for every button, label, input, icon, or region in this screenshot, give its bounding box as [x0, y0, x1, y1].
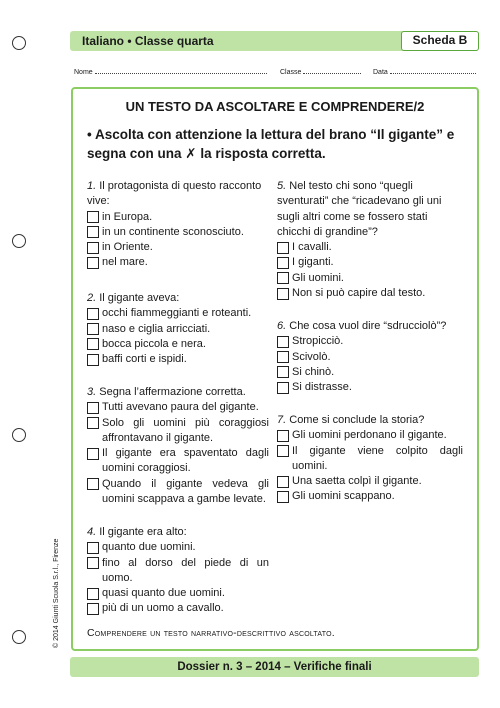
answer-checkbox[interactable] — [87, 354, 99, 366]
answer-checkbox[interactable] — [277, 257, 289, 269]
date-field: Data — [373, 66, 480, 76]
subject-label: Italiano • Classe quarta — [82, 34, 214, 48]
answer-option: fino al dorso del piede di un uomo. — [87, 556, 269, 587]
answer-checkbox[interactable] — [277, 476, 289, 488]
answer-checkbox[interactable] — [277, 445, 289, 457]
worksheet-title: UN TESTO DA ASCOLTARE E COMPRENDERE/2 — [125, 99, 425, 114]
question-6 — [277, 319, 463, 395]
answer-checkbox[interactable] — [87, 308, 99, 320]
answer-option: baffi corti e ispidi. — [87, 352, 269, 367]
answer-checkbox[interactable] — [277, 491, 289, 503]
question-text: 3. Segna l’affermazione corretta. — [87, 386, 246, 398]
answer-option: Stropicciò. — [277, 334, 463, 349]
question-2 — [87, 291, 269, 367]
answer-checkbox[interactable] — [87, 557, 99, 569]
class-field: Classe — [280, 66, 365, 76]
answer-option: nel mare. — [87, 255, 269, 270]
answer-checkbox[interactable] — [277, 336, 289, 348]
question-text: 5. Nel testo chi sono “quegli sventurati” che “ricadevano gli uni sugli altri come se fossero stati chicchi di grandine”? — [277, 180, 442, 238]
answer-checkbox[interactable] — [87, 402, 99, 414]
answer-option: Tutti avevano paura del gigante. — [87, 400, 269, 415]
learning-objective: Comprendere un testo narrativo-descrittivo ascoltato. — [87, 627, 335, 639]
answer-option: Si distrasse. — [277, 380, 463, 395]
header-bar — [70, 31, 479, 51]
copyright-notice: © 2014 Giunti Scuola S.r.l., Firenze — [53, 538, 60, 648]
answer-checkbox[interactable] — [277, 242, 289, 254]
question-text: 7. Come si conclude la storia? — [277, 414, 425, 426]
worksheet-frame — [71, 87, 479, 651]
answer-checkbox[interactable] — [277, 430, 289, 442]
footer-bar: Dossier n. 3 – 2014 – Verifiche finali — [70, 657, 479, 677]
answer-checkbox[interactable] — [277, 382, 289, 394]
answer-option: I giganti. — [277, 255, 463, 270]
answer-option: Una saetta colpì il gigante. — [277, 474, 463, 489]
answer-option: Si chinò. — [277, 365, 463, 380]
answer-option: Gli uomini. — [277, 271, 463, 286]
answer-checkbox[interactable] — [87, 542, 99, 554]
answer-option: Il gigante viene colpito dagli uomini. — [277, 444, 463, 475]
answer-checkbox[interactable] — [87, 257, 99, 269]
answer-option: Quando il gigante vedeva gli uomini scappava a gambe levate. — [87, 477, 269, 508]
answer-checkbox[interactable] — [277, 288, 289, 300]
question-text: 4. Il gigante era alto: — [87, 526, 187, 538]
name-field: Nome — [74, 66, 274, 76]
answer-option: I cavalli. — [277, 240, 463, 255]
answer-checkbox[interactable] — [87, 338, 99, 350]
answer-option: in Europa. — [87, 210, 269, 225]
answer-option: Gli uomini scappano. — [277, 489, 463, 504]
question-4 — [87, 525, 269, 617]
answer-option: occhi fiammeggianti e roteanti. — [87, 306, 269, 321]
binder-hole — [12, 428, 26, 442]
answer-option: Il gigante era spaventato dagli uomini coraggiosi. — [87, 446, 269, 477]
answer-checkbox[interactable] — [87, 211, 99, 223]
answer-option: quasi quanto due uomini. — [87, 586, 269, 601]
answer-option: in Oriente. — [87, 240, 269, 255]
answer-checkbox[interactable] — [87, 242, 99, 254]
answer-checkbox[interactable] — [87, 478, 99, 490]
question-text: 6. Che cosa vuol dire “sdrucciolò”? — [277, 320, 447, 332]
answer-option: bocca piccola e nera. — [87, 337, 269, 352]
binder-hole — [12, 234, 26, 248]
answer-checkbox[interactable] — [277, 366, 289, 378]
question-text: 2. Il gigante aveva: — [87, 292, 180, 304]
question-text: 1. Il protagonista di questo racconto vive: — [87, 180, 262, 208]
answer-option: più di un uomo a cavallo. — [87, 601, 269, 616]
answer-checkbox[interactable] — [87, 448, 99, 460]
answer-option: Gli uomini perdonano il gigante. — [277, 428, 463, 443]
answer-checkbox[interactable] — [277, 272, 289, 284]
answer-checkbox[interactable] — [87, 588, 99, 600]
question-7 — [277, 413, 463, 505]
answer-option: in un continente sconosciuto. — [87, 225, 269, 240]
answer-option: Solo gli uomini più coraggiosi affrontavano il gigante. — [87, 416, 269, 447]
answer-checkbox[interactable] — [87, 417, 99, 429]
answer-option: Non si può capire dal testo. — [277, 286, 463, 301]
question-1 — [87, 179, 269, 271]
question-3 — [87, 385, 269, 507]
answer-option: Scivolò. — [277, 350, 463, 365]
answer-option: naso e ciglia arricciati. — [87, 322, 269, 337]
binder-hole — [12, 36, 26, 50]
instruction-text: • Ascolta con attenzione la lettura del brano “Il gigante” e segna con una ✗ la risposta corretta. — [87, 127, 455, 161]
binder-hole — [12, 630, 26, 644]
sheet-label: Scheda B — [401, 31, 479, 51]
answer-option: quanto due uomini. — [87, 540, 269, 555]
question-5 — [277, 179, 463, 301]
answer-checkbox[interactable] — [87, 226, 99, 238]
answer-checkbox[interactable] — [87, 603, 99, 615]
answer-checkbox[interactable] — [87, 323, 99, 335]
answer-checkbox[interactable] — [277, 351, 289, 363]
